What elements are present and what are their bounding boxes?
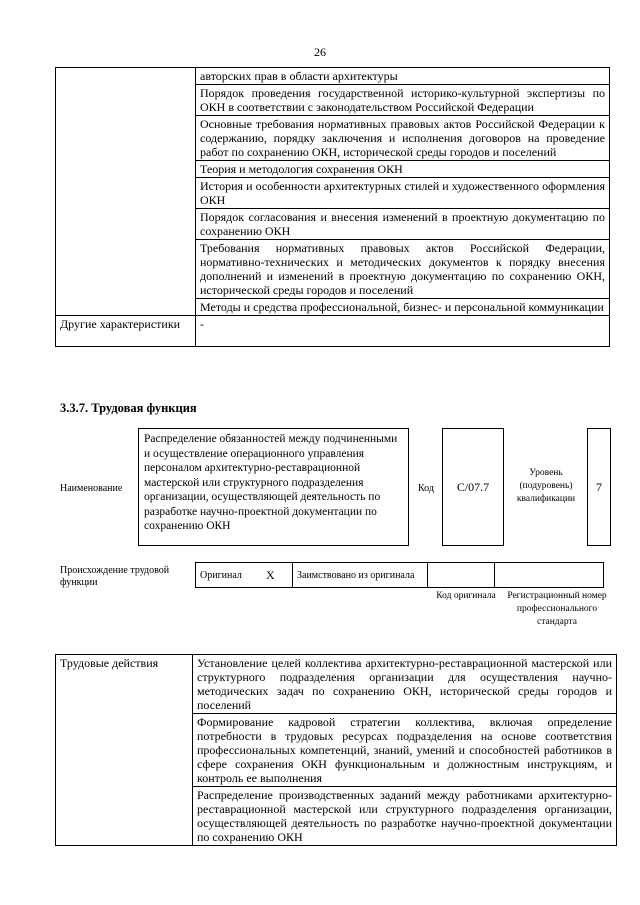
section-title: 3.3.7. Трудовая функция xyxy=(60,401,197,415)
table-row: История и особенности архитектурных стилей и художественного оформления ОКН xyxy=(196,178,610,209)
table-row: Порядок проведения государственной историко-культурной экспертизы по ОКН в соответствии с законодательством Российской Федерации xyxy=(196,85,610,116)
other-characteristics-value: - xyxy=(196,316,610,347)
table-label-cell xyxy=(56,68,196,316)
origin-table xyxy=(195,562,604,588)
table-row: Формирование кадровой стратегии коллектива, включая определение потребности в трудовых ресурсах подразделения на основе соответствия профессиональных компетенций, знаний, умений и способностей работников в сфере сохранения ОКН функциональным и должностным инструкциям, и контроль ее выполнения xyxy=(193,714,617,787)
origin-label: Происхождение трудовой функции xyxy=(60,565,170,588)
knowledge-table xyxy=(55,67,610,347)
code-value-box: C/07.7 xyxy=(442,428,504,546)
table-row: Теория и методология сохранения ОКН xyxy=(196,161,610,178)
table-row: авторских прав в области архитектуры xyxy=(196,68,610,85)
origin-code-cell xyxy=(428,563,495,588)
table-row: Порядок согласования и внесения изменений в проектную документацию по сохранению ОКН xyxy=(196,209,610,240)
table-row: Распределение производственных заданий между работниками архитектурно-реставрационной мастерской или структурного подразделения организации, осуществляющей деятельность по разработке научно-проектной документации по сохранению ОКН xyxy=(193,787,617,846)
original-mark: X xyxy=(262,563,293,588)
labor-actions-label: Трудовые действия xyxy=(56,655,193,846)
function-name-box: Распределение обязанностей между подчиненными и осуществление операционного управления персоналом архитектурно-реставрационной мастерской или структурного подразделения организации, осуществляющей деятельность по разработке научно-проектной документации по сохранению ОКН xyxy=(138,428,409,546)
level-value-box: 7 xyxy=(587,428,611,546)
borrowed-label: Заимствовано из оригинала xyxy=(293,563,428,588)
original-label: Оригинал xyxy=(196,563,263,588)
reg-number-caption: Регистрационный номер профессионального стандарта xyxy=(507,591,607,627)
table-row: Установление целей коллектива архитектурно-реставрационной мастерской или структурного подразделения организации для осуществления научно-методических задач по сохранению ОКН, исторической среды городов и поселений xyxy=(193,655,617,714)
labor-actions-table xyxy=(55,654,617,846)
level-label: Уровень (подуровень) квалификации xyxy=(516,468,576,504)
name-label: Наименование xyxy=(60,483,123,494)
origin-reg-cell xyxy=(495,563,604,588)
page-number: 26 xyxy=(314,45,326,59)
table-row: Требования нормативных правовых актов Российской Федерации, нормативно-технических и методических документов к порядку внесения дополнений и изменений в проектную документацию по сохранению ОКН, исторической среды городов и поселений xyxy=(196,240,610,299)
table-row: Основные требования нормативных правовых актов Российской Федерации к содержанию, порядку заключения и исполнения договоров на проведение работ по сохранению ОКН, исторической среды городов и поселений xyxy=(196,116,610,161)
other-characteristics-label: Другие характеристики xyxy=(56,316,196,347)
code-label: Код xyxy=(418,483,434,494)
table-row: Методы и средства профессиональной, бизнес- и персональной коммуникации xyxy=(196,299,610,316)
code-original-caption: Код оригинала xyxy=(436,591,496,601)
